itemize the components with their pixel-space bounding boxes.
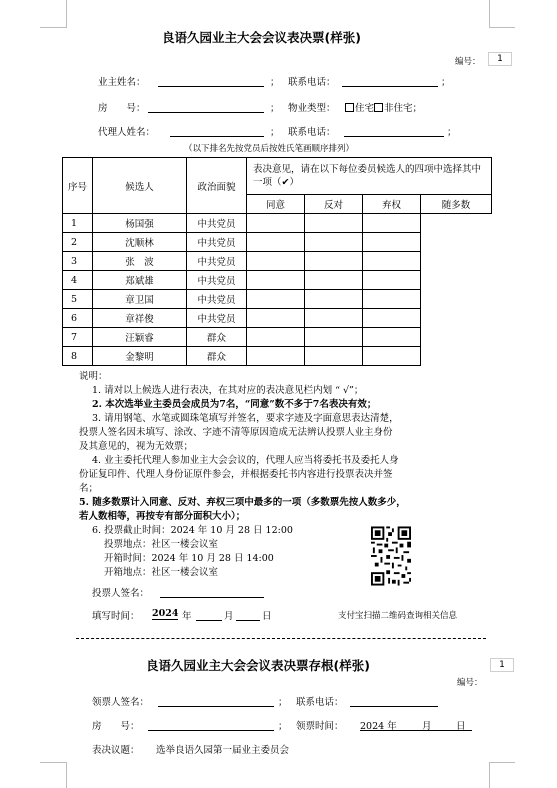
note-6-vote-location: 投票地点：社区一楼会议室: [104, 539, 219, 550]
property-type-label: 物业类型：: [288, 103, 336, 114]
sort-note: （以下排名先按党员后按姓氏笔画顺序排列）: [184, 144, 355, 154]
row-no: 7: [63, 328, 93, 347]
agree-cell[interactable]: [247, 233, 305, 252]
header-oppose: 反对: [305, 195, 363, 214]
agree-cell[interactable]: [247, 290, 305, 309]
table-row: [63, 233, 492, 252]
abstain-cell[interactable]: [363, 214, 421, 233]
header-candidate: 候选人: [93, 158, 187, 214]
oppose-cell[interactable]: [305, 233, 363, 252]
qr-caption: 支付宝扫描二维码查询相关信息: [338, 611, 458, 621]
candidate-name: 郑斌雄: [93, 271, 187, 290]
agree-cell[interactable]: [247, 309, 305, 328]
agree-cell[interactable]: [247, 252, 305, 271]
header-follow-majority: 随多数: [421, 195, 492, 214]
note-5-line-1: 5. 随多数票计入同意、反对、弃权三项中最多的一项（多数票先按人数多少，: [79, 497, 406, 508]
abstain-cell[interactable]: [363, 309, 421, 328]
note-6-deadline: 6. 投票截止时间：2024 年 10 月 28 日 12:00: [92, 525, 293, 536]
agree-cell[interactable]: [247, 271, 305, 290]
row-no: 1: [63, 214, 93, 233]
candidate-name: 汪颖睿: [93, 328, 187, 347]
crop-mark: [40, 27, 66, 28]
candidate-party: 群众: [187, 328, 247, 347]
room-field[interactable]: [148, 100, 264, 113]
receive-date-field[interactable]: [360, 718, 472, 731]
candidate-name: 沈顺林: [93, 233, 187, 252]
note-1: 1. 请对以上候选人进行表决，在其对应的表决意见栏内划 “ √”；: [92, 385, 364, 396]
follow-majority-cell[interactable]: [421, 347, 492, 366]
agree-cell[interactable]: [247, 347, 305, 366]
residential-label: 住宅: [355, 103, 375, 114]
notes-header: 说明：: [79, 371, 108, 382]
contact-phone-label-2: 联系电话：: [288, 127, 336, 138]
contact-phone-field[interactable]: [342, 74, 438, 87]
crop-mark: [489, 762, 515, 763]
qr-code-icon: [371, 525, 411, 587]
follow-majority-cell[interactable]: [421, 309, 492, 328]
ballot-title: 良语久园业主大会会议表决票(样张): [162, 30, 361, 45]
property-type-options: 住宅 非住宅；: [345, 100, 422, 114]
header-agree: 同意: [247, 195, 305, 214]
follow-majority-cell[interactable]: [421, 328, 492, 347]
separator: ；: [278, 721, 288, 732]
oppose-cell[interactable]: [305, 252, 363, 271]
year-unit: 年: [182, 611, 192, 622]
topic-text: 选举良语久园第一届业主委员会: [156, 745, 290, 756]
row-no: 4: [63, 271, 93, 290]
crop-mark: [489, 27, 515, 28]
topic-label: 表决议题：: [92, 745, 140, 756]
receive-day-unit: 日: [456, 721, 466, 732]
stub-title: 良语久园业主大会会议表决票存根(样张): [146, 658, 370, 673]
header-abstain: 弃权: [363, 195, 421, 214]
abstain-cell[interactable]: [363, 252, 421, 271]
stub-serial-label: 编号：: [457, 678, 483, 688]
oppose-cell[interactable]: [305, 309, 363, 328]
owner-name-field[interactable]: [158, 74, 264, 87]
receive-year: 2024 年: [360, 721, 397, 732]
note-2: 2. 本次选举业主委员会成员为7名，“同意”数不多于7名表决有效；: [92, 399, 377, 410]
non-residential-checkbox[interactable]: [374, 103, 383, 112]
abstain-cell[interactable]: [363, 328, 421, 347]
row-no: 3: [63, 252, 93, 271]
agent-name-label: 代理人姓名：: [98, 127, 156, 138]
note-3-line-2: 投票人签名因未填写、涂改、字迹不清等原因造成无法辨认投票人业主身份: [79, 427, 393, 438]
follow-majority-cell[interactable]: [421, 233, 492, 252]
candidate-party: 群众: [187, 347, 247, 366]
row-no: 6: [63, 309, 93, 328]
follow-majority-cell[interactable]: [421, 214, 492, 233]
day-unit: 日: [262, 611, 272, 622]
table-row: [63, 347, 492, 366]
candidate-name: 张 波: [93, 252, 187, 271]
candidate-party: 中共党员: [187, 309, 247, 328]
abstain-cell[interactable]: [363, 271, 421, 290]
table-row: [63, 328, 492, 347]
candidate-party: 中共党员: [187, 290, 247, 309]
header-no: 序号: [63, 158, 93, 214]
candidate-party: 中共党员: [187, 252, 247, 271]
receive-time-label: 领票时间：: [296, 721, 344, 732]
month-unit: 月: [224, 611, 234, 622]
receiver-sign-field[interactable]: [158, 694, 274, 707]
follow-majority-cell[interactable]: [421, 271, 492, 290]
candidate-party: 中共党员: [187, 271, 247, 290]
contact-phone-field-2[interactable]: [344, 124, 444, 137]
row-no: 2: [63, 233, 93, 252]
table-row: [63, 214, 492, 233]
separator: ；: [278, 697, 288, 708]
stub-room-label: 房 号：: [92, 721, 140, 732]
oppose-cell[interactable]: [305, 290, 363, 309]
oppose-cell[interactable]: [305, 271, 363, 290]
note-4-line-2: 份证复印件、代理人身份证原件参会，并根据委托书内容进行投票表决并签: [79, 469, 393, 480]
crop-mark: [40, 762, 66, 763]
separator: ；: [447, 127, 457, 138]
stub-contact-phone-field[interactable]: [350, 694, 438, 707]
oppose-cell[interactable]: [305, 328, 363, 347]
abstain-cell[interactable]: [363, 233, 421, 252]
follow-majority-cell[interactable]: [421, 290, 492, 309]
voter-sign-label: 投票人签名：: [92, 588, 150, 599]
oppose-cell[interactable]: [305, 214, 363, 233]
crop-mark: [489, 0, 490, 28]
note-4-line-3: 名；: [79, 483, 99, 494]
fill-year: 2024: [152, 608, 179, 619]
stub-page-box: 1: [490, 658, 514, 672]
candidate-name: 章卫国: [93, 290, 187, 309]
fill-time-label: 填写时间：: [92, 611, 140, 622]
note-4-line-1: 4. 业主委托代理人参加业主大会会议的，代理人应当将委托书及委托人身: [92, 455, 399, 466]
note-6-open-time: 开箱时间：2024 年 10 月 28 日 14:00: [104, 553, 274, 564]
serial-label: 编号：: [455, 57, 481, 67]
voting-table: [62, 157, 492, 366]
header-party: 政治面貌: [187, 158, 247, 214]
note-6-open-location: 开箱地点：社区一楼会议室: [104, 567, 219, 578]
abstain-cell[interactable]: [363, 290, 421, 309]
receiver-sign-label: 领票人签名：: [92, 697, 150, 708]
candidate-name: 章祥俊: [93, 309, 187, 328]
note-5-line-2: 若人数相等，再按专有部分面积大小）；: [79, 511, 246, 522]
cut-line: [76, 638, 486, 639]
candidate-party: 中共党员: [187, 214, 247, 233]
crop-mark: [489, 762, 490, 788]
row-no: 8: [63, 347, 93, 366]
agent-name-field[interactable]: [170, 124, 264, 137]
follow-majority-cell[interactable]: [421, 252, 492, 271]
table-row: [63, 252, 492, 271]
separator: ；: [441, 77, 451, 88]
table-row: [63, 309, 492, 328]
candidate-party: 中共党员: [187, 233, 247, 252]
agree-cell[interactable]: [247, 328, 305, 347]
crop-mark: [66, 0, 67, 28]
contact-phone-label: 联系电话：: [288, 77, 336, 88]
serial-number: 1: [488, 52, 512, 66]
oppose-cell[interactable]: [305, 347, 363, 366]
receive-month-unit: 月: [422, 721, 432, 732]
row-no: 5: [63, 290, 93, 309]
voter-sign-field[interactable]: [160, 585, 264, 598]
abstain-cell[interactable]: [363, 347, 421, 366]
residential-checkbox[interactable]: [345, 103, 354, 112]
fill-month-field[interactable]: [196, 608, 222, 621]
stub-contact-phone-label: 联系电话：: [296, 697, 344, 708]
agree-cell[interactable]: [247, 214, 305, 233]
candidate-name: 金黎明: [93, 347, 187, 366]
candidate-name: 杨国强: [93, 214, 187, 233]
table-row: [63, 290, 492, 309]
separator: ；: [270, 103, 280, 114]
owner-name-label: 业主姓名：: [98, 77, 146, 88]
crop-mark: [66, 762, 67, 788]
stub-room-field[interactable]: [148, 718, 274, 731]
note-3-line-1: 3. 请用钢笔、水笔或圆珠笔填写并签名，要求字迹及字面意思表达清楚，: [92, 413, 399, 424]
separator: ；: [270, 127, 280, 138]
header-opinion: 表决意见，请在以下每位委员候选人的四项中选择其中一项（✔）: [247, 158, 492, 195]
note-3-line-3: 及其意见的，视为无效票；: [79, 441, 194, 452]
table-row: [63, 271, 492, 290]
non-residential-label: 非住宅: [384, 103, 413, 114]
fill-day-field[interactable]: [236, 608, 260, 621]
separator: ；: [270, 77, 280, 88]
room-label: 房 号：: [98, 103, 146, 114]
